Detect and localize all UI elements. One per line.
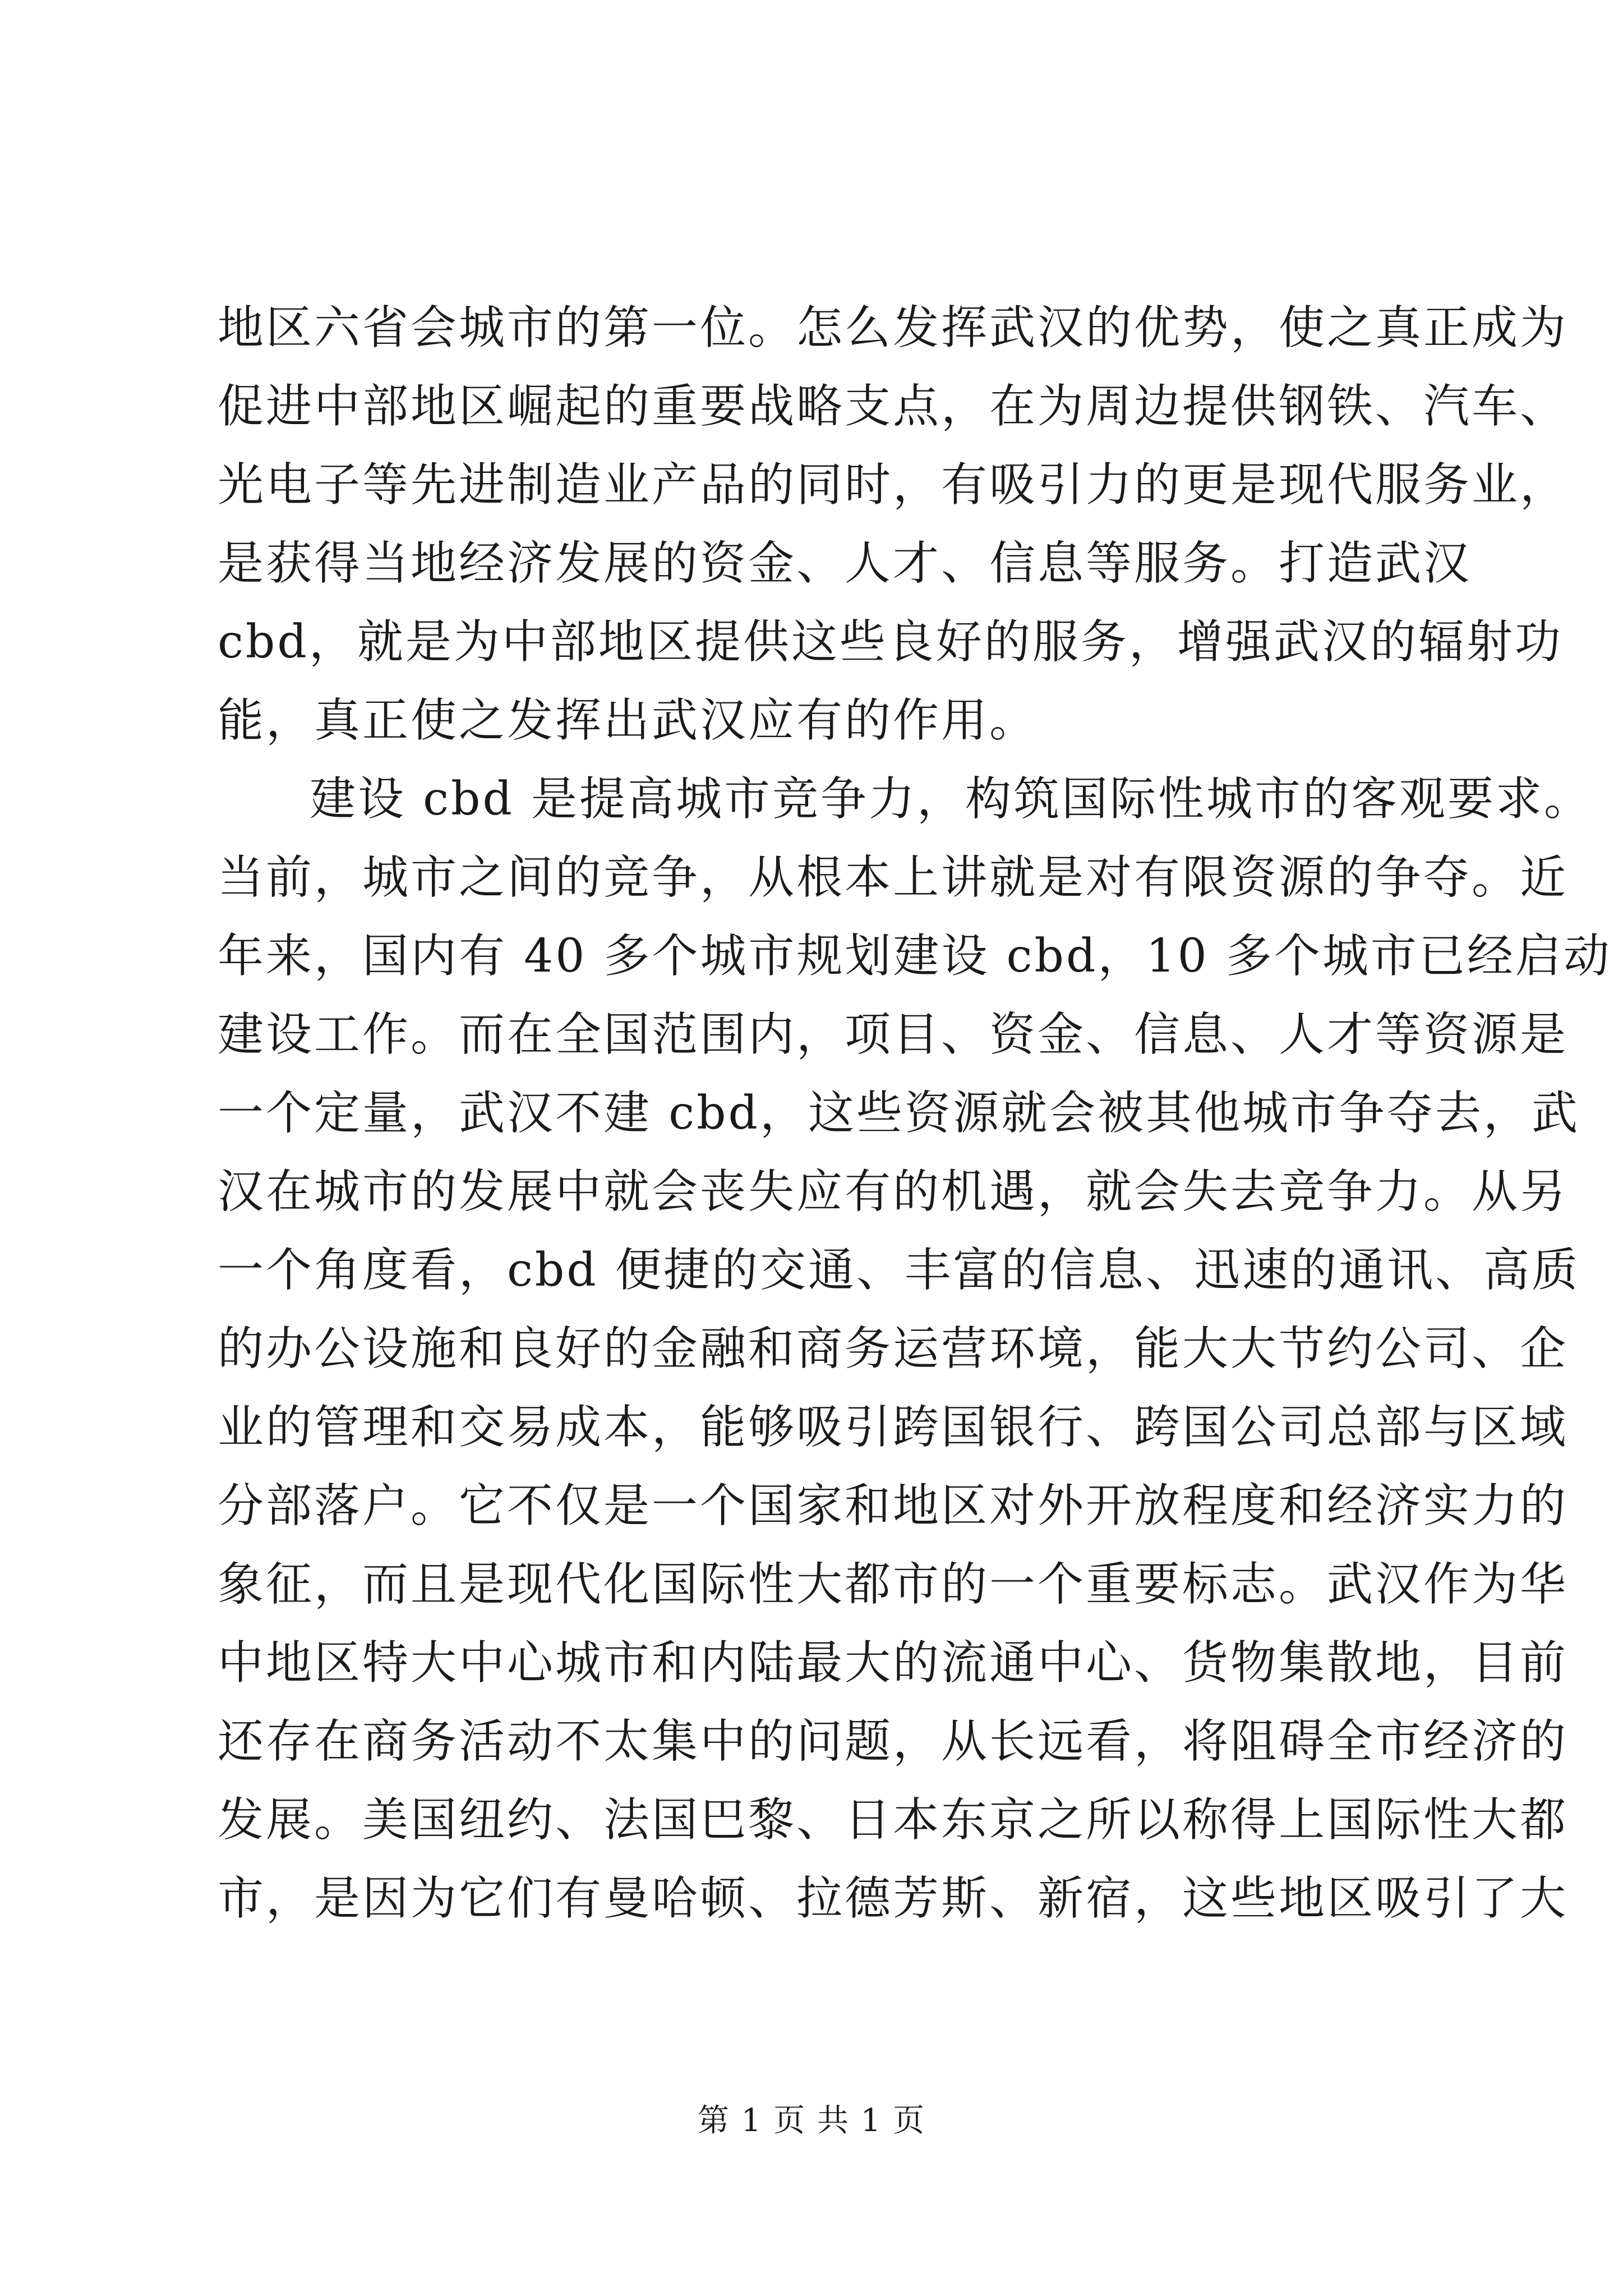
paragraph-line: 能，真正使之发挥出武汉应有的作用。 bbox=[218, 694, 1038, 747]
paragraph-line: 业的管理和交易成本，能够吸引跨国银行、跨国公司总部与区域 bbox=[218, 1401, 1569, 1454]
paragraph-line: 的办公设施和良好的金融和商务运营环境，能大大节约公司、企 bbox=[218, 1322, 1569, 1375]
paragraph-line: 汉在城市的发展中就会丧失应有的机遇，就会失去竞争力。从另 bbox=[218, 1165, 1569, 1218]
paragraph-1 bbox=[218, 289, 1569, 760]
paragraph-line: 发展。美国纽约、法国巴黎、日本东京之所以称得上国际性大都 bbox=[218, 1793, 1569, 1847]
paragraph-line: 中地区特大中心城市和内陆最大的流通中心、货物集散地，目前 bbox=[218, 1636, 1569, 1690]
paragraph-line: 当前，城市之间的竞争，从根本上讲就是对有限资源的争夺。近 bbox=[218, 851, 1569, 904]
document-body bbox=[218, 289, 1612, 1938]
paragraph-line: 促进中部地区崛起的重要战略支点，在为周边提供钢铁、汽车、 bbox=[218, 380, 1569, 433]
paragraph-line: 建设工作。而在全国范围内，项目、资金、信息、人才等资源是 bbox=[218, 1008, 1569, 1061]
paragraph-line: 市，是因为它们有曼哈顿、拉德芳斯、新宿，这些地区吸引了大 bbox=[218, 1872, 1569, 1925]
paragraph-2 bbox=[218, 760, 1612, 1938]
page-footer: 第 1 页 共 1 页 bbox=[697, 2102, 926, 2139]
paragraph-line: 建设 cbd 是提高城市竞争力，构筑国际性城市的客观要求。 bbox=[310, 772, 1593, 826]
paragraph-line: 光电子等先进制造业产品的同时，有吸引力的更是现代服务业， bbox=[218, 458, 1569, 512]
paragraph-line: 象征，而且是现代化国际性大都市的一个重要标志。武汉作为华 bbox=[218, 1558, 1569, 1611]
paragraph-line: 一个角度看，cbd 便捷的交通、丰富的信息、迅速的通讯、高质 bbox=[218, 1244, 1580, 1297]
paragraph-line: 地区六省会城市的第一位。怎么发挥武汉的优势，使之真正成为 bbox=[218, 301, 1569, 355]
paragraph-line: 分部落户。它不仅是一个国家和地区对外开放程度和经济实力的 bbox=[218, 1479, 1569, 1533]
paragraph-line: 是获得当地经济发展的资金、人才、信息等服务。打造武汉 bbox=[218, 537, 1472, 590]
paragraph-line: 还存在商务活动不太集中的问题，从长远看，将阻碍全市经济的 bbox=[218, 1715, 1569, 1768]
paragraph-line: cbd，就是为中部地区提供这些良好的服务，增强武汉的辐射功 bbox=[218, 615, 1563, 669]
paragraph-line: 一个定量，武汉不建 cbd，这些资源就会被其他城市争夺去，武 bbox=[218, 1087, 1580, 1140]
paragraph-line: 年来，国内有 40 多个城市规划建设 cbd，10 多个城市已经启动 bbox=[218, 930, 1612, 983]
